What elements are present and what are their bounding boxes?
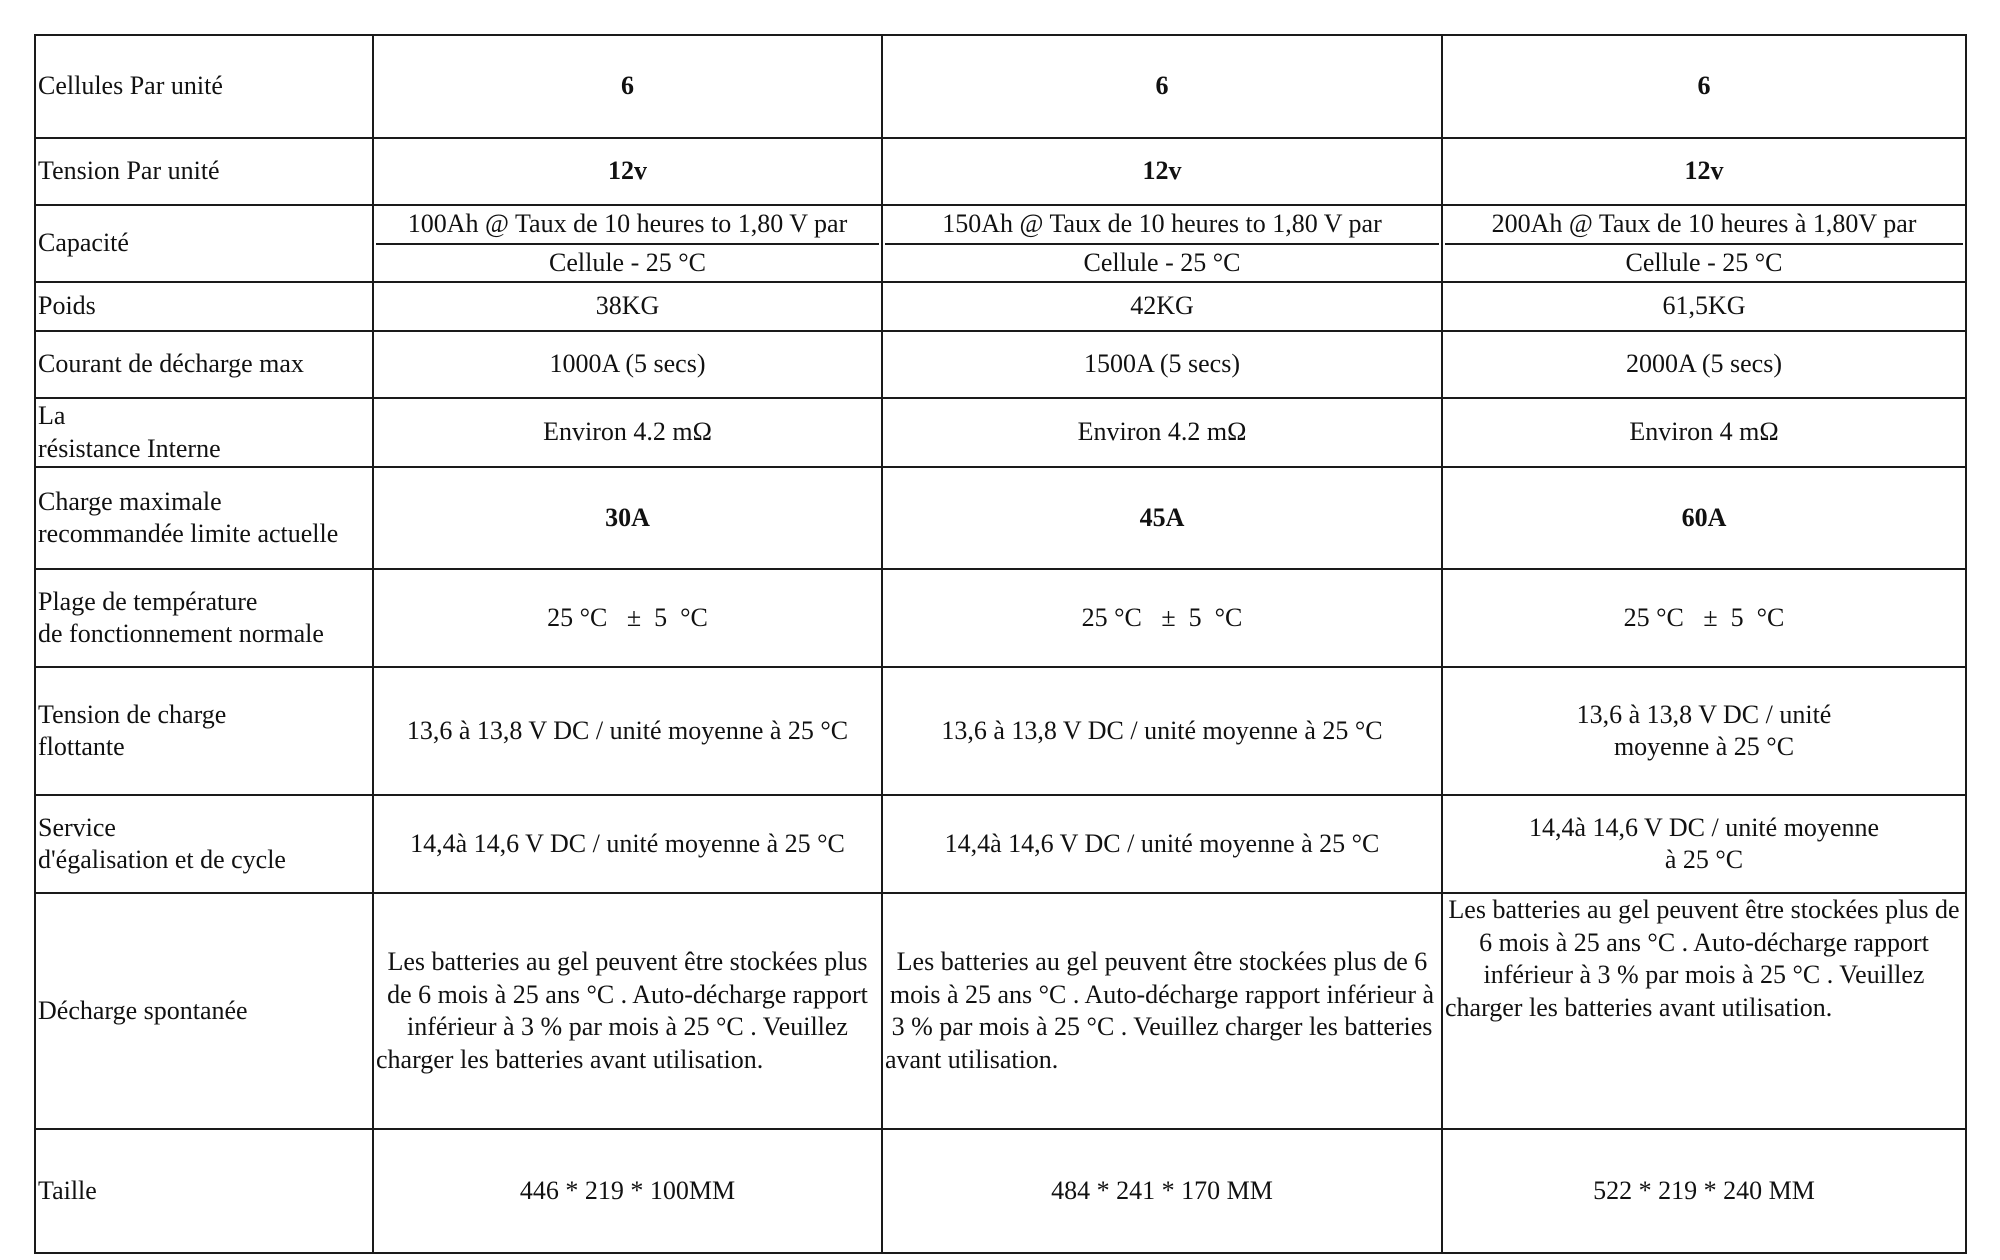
size-value-3: 522 * 219 * 240 MM — [1442, 1129, 1966, 1253]
row-label-capacity: Capacité — [35, 205, 373, 282]
self-discharge-value-1: Les batteries au gel peuvent être stockées plus de 6 mois à 25 ans °C . Auto-décharge rapport inférieur à 3 % par mois à 25 °C . Veuillez charger les batteries avant utilisation. — [373, 893, 882, 1129]
weight-value-1: 38KG — [373, 282, 882, 331]
temp-range-label-line1: Plage de température — [38, 586, 258, 616]
cells-value-3: 6 — [1442, 35, 1966, 138]
row-label-size: Taille — [35, 1129, 373, 1253]
max-charge-label-line1: Charge maximale — [38, 486, 222, 516]
size-value-2: 484 * 241 * 170 MM — [882, 1129, 1442, 1253]
row-label-equalization — [35, 795, 373, 893]
voltage-value-2: 12v — [882, 138, 1442, 205]
max-discharge-value-2: 1500A (5 secs) — [882, 331, 1442, 398]
table-row-cells — [35, 35, 1966, 138]
float-voltage-value-1: 13,6 à 13,8 V DC / unité moyenne à 25 °C — [373, 667, 882, 795]
internal-resistance-label-line1: La — [38, 401, 66, 430]
internal-resistance-label-line2: résistance Interne — [38, 433, 221, 463]
table-row-equalization — [35, 795, 1966, 893]
row-label-self-discharge: Décharge spontanée — [35, 893, 373, 1129]
equalization-label-line1: Service — [38, 812, 116, 842]
equalization-value-3 — [1442, 795, 1966, 893]
temp-range-value-2: 25 °C ± 5 °C — [882, 569, 1442, 667]
max-charge-label-line2: recommandée limite actuelle — [38, 519, 339, 548]
float-voltage-label-line2: flottante — [38, 732, 125, 761]
cells-value-1: 6 — [373, 35, 882, 138]
voltage-value-3: 12v — [1442, 138, 1966, 205]
equalization-label-line2: d'égalisation et de cycle — [38, 845, 286, 874]
max-charge-value-3: 60A — [1442, 467, 1966, 569]
table-row-weight — [35, 282, 1966, 331]
max-discharge-value-1: 1000A (5 secs) — [373, 331, 882, 398]
row-label-temp-range — [35, 569, 373, 667]
row-label-internal-resistance — [35, 398, 373, 467]
float-voltage-value-3-line1: 13,6 à 13,8 V DC / unité — [1576, 699, 1832, 729]
capacity-condition-3: Cellule - 25 °C — [1625, 247, 1783, 277]
row-label-float-voltage — [35, 667, 373, 795]
voltage-value-1: 12v — [373, 138, 882, 205]
table-row-size — [35, 1129, 1966, 1253]
capacity-rating-1: 100Ah @ Taux de 10 heures to 1,80 V par — [376, 206, 879, 245]
row-label-weight: Poids — [35, 282, 373, 331]
table-row-max-discharge — [35, 331, 1966, 398]
float-voltage-value-3-line2: moyenne à 25 °C — [1613, 732, 1795, 761]
capacity-value-1 — [373, 205, 882, 282]
self-discharge-value-2: Les batteries au gel peuvent être stockées plus de 6 mois à 25 ans °C . Auto-décharge rapport inférieur à 3 % par mois à 25 °C . Veuillez charger les batteries avant utilisation. — [882, 893, 1442, 1129]
capacity-rating-2: 150Ah @ Taux de 10 heures to 1,80 V par — [885, 206, 1439, 245]
capacity-rating-3: 200Ah @ Taux de 10 heures à 1,80V par — [1445, 206, 1963, 245]
equalization-value-3-line2: à 25 °C — [1664, 845, 1744, 874]
capacity-condition-2: Cellule - 25 °C — [1083, 247, 1241, 277]
self-discharge-value-3: Les batteries au gel peuvent être stockées plus de 6 mois à 25 ans °C . Auto-décharge rapport inférieur à 3 % par mois à 25 °C . Veuillez charger les batteries avant utilisation. — [1442, 893, 1966, 1129]
equalization-value-2: 14,4à 14,6 V DC / unité moyenne à 25 °C — [882, 795, 1442, 893]
equalization-value-1: 14,4à 14,6 V DC / unité moyenne à 25 °C — [373, 795, 882, 893]
max-charge-value-1: 30A — [373, 467, 882, 569]
equalization-value-3-line1: 14,4à 14,6 V DC / unité moyenne — [1528, 812, 1879, 842]
capacity-value-2 — [882, 205, 1442, 282]
table-row-max-charge — [35, 467, 1966, 569]
max-discharge-value-3: 2000A (5 secs) — [1442, 331, 1966, 398]
battery-spec-table — [34, 34, 1967, 1254]
table-row-internal-resistance — [35, 398, 1966, 467]
table-row-temp-range — [35, 569, 1966, 667]
max-charge-value-2: 45A — [882, 467, 1442, 569]
row-label-max-discharge: Courant de décharge max — [35, 331, 373, 398]
temp-range-value-3: 25 °C ± 5 °C — [1442, 569, 1966, 667]
size-value-1: 446 * 219 * 100MM — [373, 1129, 882, 1253]
internal-resistance-value-2: Environ 4.2 mΩ — [882, 398, 1442, 467]
float-voltage-value-2: 13,6 à 13,8 V DC / unité moyenne à 25 °C — [882, 667, 1442, 795]
table-row-voltage — [35, 138, 1966, 205]
internal-resistance-value-3: Environ 4 mΩ — [1442, 398, 1966, 467]
table-row-capacity — [35, 205, 1966, 282]
capacity-value-3 — [1442, 205, 1966, 282]
temp-range-label-line2: de fonctionnement normale — [38, 619, 324, 648]
internal-resistance-value-1: Environ 4.2 mΩ — [373, 398, 882, 467]
row-label-max-charge — [35, 467, 373, 569]
float-voltage-value-3 — [1442, 667, 1966, 795]
weight-value-2: 42KG — [882, 282, 1442, 331]
row-label-voltage: Tension Par unité — [35, 138, 373, 205]
table-row-self-discharge — [35, 893, 1966, 1129]
row-label-cells: Cellules Par unité — [35, 35, 373, 138]
weight-value-3: 61,5KG — [1442, 282, 1966, 331]
float-voltage-label-line1: Tension de charge — [38, 699, 227, 729]
table-row-float-voltage — [35, 667, 1966, 795]
temp-range-value-1: 25 °C ± 5 °C — [373, 569, 882, 667]
cells-value-2: 6 — [882, 35, 1442, 138]
capacity-condition-1: Cellule - 25 °C — [549, 247, 706, 277]
